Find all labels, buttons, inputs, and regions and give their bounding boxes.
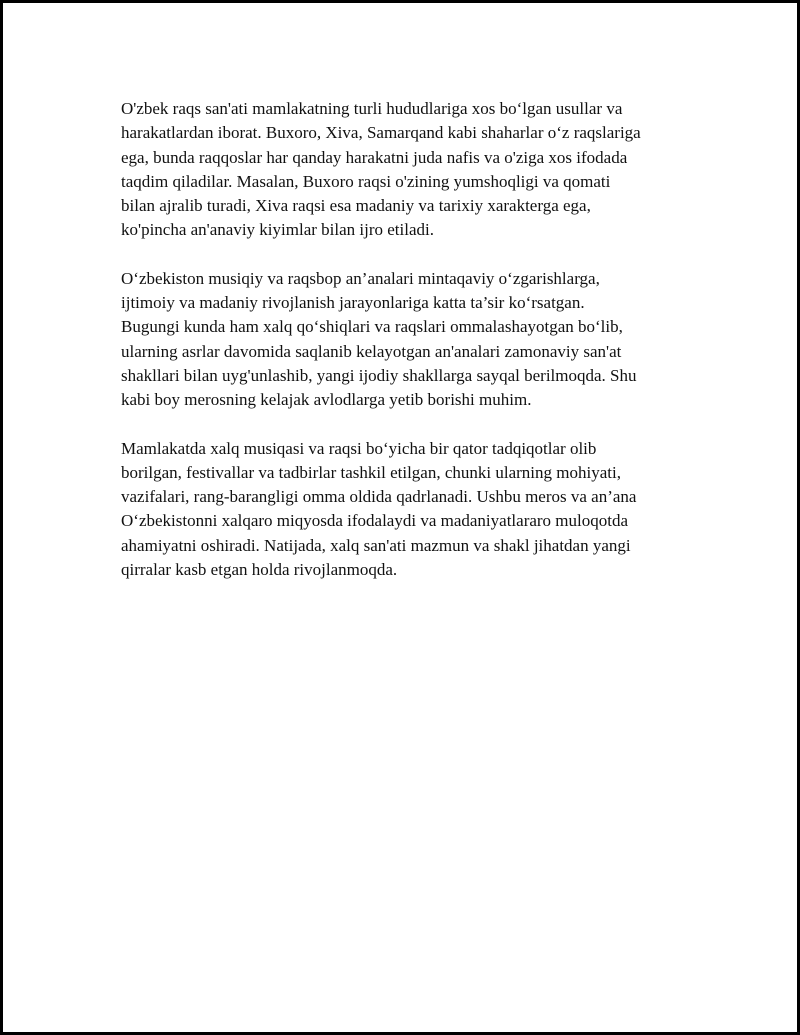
paragraph-3: Mamlakatda xalq musiqasi va raqsi bo‘yicha bir qator tadqiqotlar olib borilgan, festivallar va tadbirlar tashkil etilgan, chunki ularning mohiyati, vazifalari, rang-barangligi omma oldida qadrlanadi. Ushbu meros va an’ana O‘zbekistonni xalqaro miqyosda ifodalaydi va madaniyatlararo muloqotda ahamiyatni oshiradi. Natijada, xalq san'ati mazmun va shakl jihatdan yangi qirralar kasb etgan holda rivojlanmoqda. [121, 438, 637, 580]
paragraph-1: O'zbek raqs san'ati mamlakatning turli hududlariga xos bo‘lgan usullar va harakatlardan iborat. Buxoro, Xiva, Samarqand kabi shaharlar o‘z raqslariga ega, bunda raqqoslar har qanday harakatni juda nafis va o'ziga xos ifodada taqdim qiladilar. Masalan, Buxoro raqsi o'zining yumshoqligi va qomati bilan ajralib turadi, Xiva raqsi esa madaniy va tarixiy xarakterga ega, ko'pincha an'anaviy kiyimlar bilan ijro etiladi. [121, 99, 641, 240]
document-body [121, 97, 681, 606]
paragraph-2: O‘zbekiston musiqiy va raqsbop an’analari mintaqaviy o‘zgarishlarga, ijtimoiy va madaniy rivojlanish jarayonlariga katta ta’sir ko‘rsatgan. Bugungi kunda ham xalq qo‘shiqlari va raqslari ommalashayotgan bo‘lib, ularning asrlar davomida saqlanib kelayotgan an'analari zamonaviy san'at shakllari bilan uyg'unlashib, yangi ijodiy shakllarga sayqal berilmoqda. Shu kabi boy merosning kelajak avlodlarga yetib borishi muhim. [121, 268, 637, 410]
